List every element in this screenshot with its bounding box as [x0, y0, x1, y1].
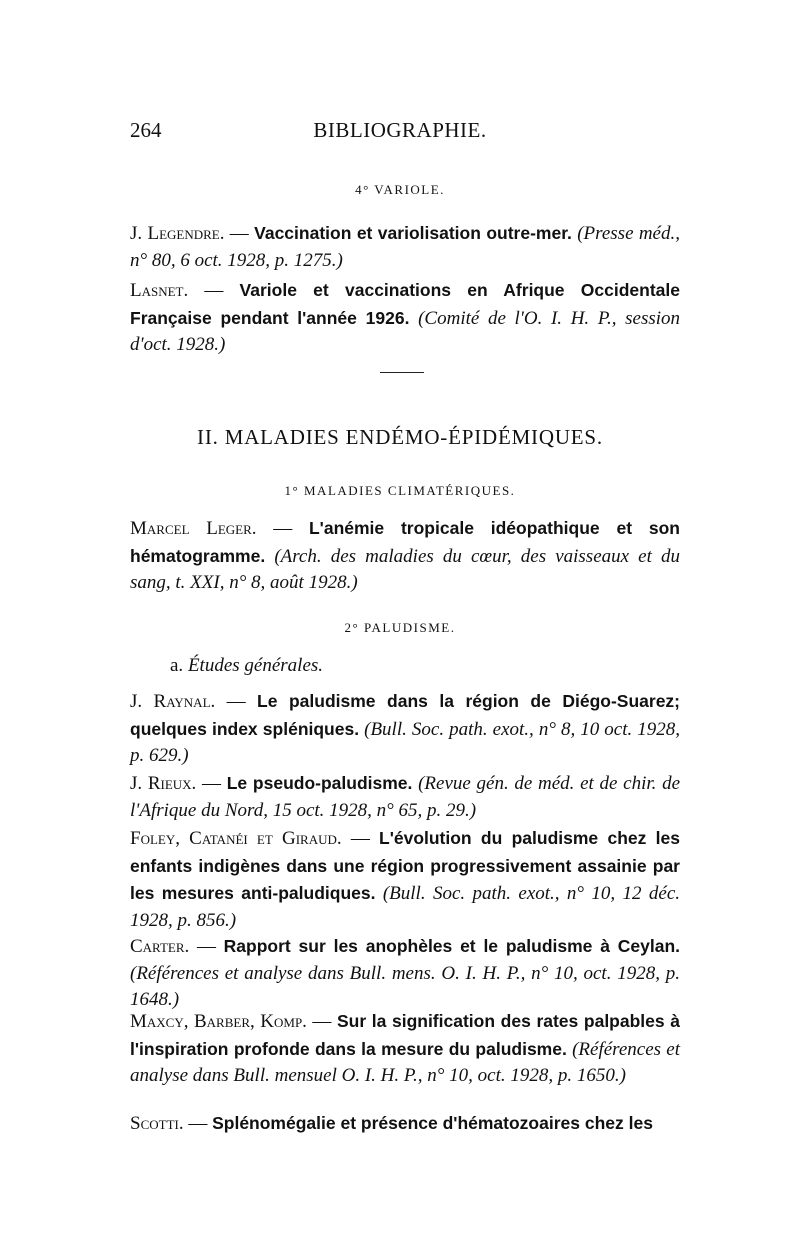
entry-author: Marcel Leger.	[130, 518, 257, 539]
bib-entry: Scotti. — Splénomégalie et présence d'hématozoaires chez les	[130, 1113, 653, 1134]
entry-author: J. Rieux.	[130, 773, 197, 794]
entry-author: Maxcy, Barber, Komp.	[130, 1011, 307, 1032]
entry-author: Lasnet.	[130, 280, 189, 301]
bib-entry: Maxcy, Barber, Komp. — Sur la signification des rates palpables à l'inspiration profonde dans la mesure du paludisme. (Références et analyse dans Bull. mensuel O. I. H. P., n° 10, oct. 1928, p. 1650.)	[130, 1011, 680, 1086]
entry-source: (Presse méd., n° 80, 6 oct. 1928, p. 1275.)	[130, 223, 680, 271]
running-title: BIBLIOGRAPHIE.	[313, 118, 487, 142]
entry-author: J. Raynal.	[130, 691, 216, 712]
section-divider	[380, 372, 424, 373]
entry-author: J. Legendre.	[130, 223, 225, 244]
section-heading-variole: 4° VARIOLE.	[355, 182, 445, 197]
entry-title: Variole et vaccinations en Afrique Occidentale Française pendant l'année 1926.	[130, 280, 680, 328]
bib-entry: J. Rieux. — Le pseudo-paludisme. (Revue gén. de méd. et de chir. de l'Afrique du Nord, 15 oct. 1928, n° 65, p. 29.)	[130, 773, 681, 821]
entry-title: Splénomégalie et présence d'hématozoaires chez les	[212, 1113, 653, 1133]
entry-title: Le pseudo-paludisme.	[226, 773, 413, 793]
entry-source: (Comité de l'O. I. H. P., session d'oct. 1928.)	[130, 307, 681, 355]
bib-entry: J. Raynal. — Le paludisme dans la région de Diégo-Suarez; quelques index spléniques. (Bull. Soc. path. exot., n° 8, 10 oct. 1928, p. 629.)	[130, 691, 681, 766]
entry-author: Scotti.	[130, 1113, 184, 1134]
entry-source: (Bull. Soc. path. exot., n° 8, 10 oct. 1928, p. 629.)	[130, 718, 680, 766]
page-number: 264	[130, 118, 162, 142]
entry-source: (Revue gén. de méd. et de chir. de l'Afrique du Nord, 15 oct. 1928, n° 65, p. 29.)	[130, 773, 681, 821]
subsection-text: Études générales.	[187, 655, 324, 676]
entry-source: (Références et analyse dans Bull. mensuel O. I. H. P., n° 10, oct. 1928, p. 1650.)	[130, 1038, 680, 1086]
entry-source: (Arch. des maladies du cœur, des vaisseaux et du sang, t. XXI, n° 8, août 1928.)	[130, 545, 681, 593]
subsection-heading	[170, 655, 323, 677]
entry-source: (Références et analyse dans Bull. mens. O. I. H. P., n° 10, oct. 1928, p. 1648.)	[130, 962, 680, 1010]
entry-title: Le paludisme dans la région de Diégo-Suarez; quelques index spléniques.	[130, 691, 681, 739]
section-heading-paludisme: 2° PALUDISME.	[344, 620, 456, 635]
bib-entry: Marcel Leger. — L'anémie tropicale idéopathique et son hématogramme. (Arch. des maladies du cœur, des vaisseaux et du sang, t. XXI, n° 8, août 1928.)	[130, 518, 681, 593]
bib-entry: Carter. — Rapport sur les anophèles et le paludisme à Ceylan. (Références et analyse dans Bull. mens. O. I. H. P., n° 10, oct. 1928, p. 1648.)	[130, 936, 680, 1010]
entry-title: L'anémie tropicale idéopathique et son hématogramme.	[130, 518, 680, 566]
bib-entry: J. Legendre. — Vaccination et variolisation outre-mer. (Presse méd., n° 80, 6 oct. 1928, p. 1275.)	[130, 223, 680, 271]
entry-author: Carter.	[130, 936, 190, 957]
entry-title: Sur la signification des rates palpables à l'inspiration profonde dans la mesure du paludisme.	[130, 1011, 680, 1059]
bib-entry: Lasnet. — Variole et vaccinations en Afrique Occidentale Française pendant l'année 1926. (Comité de l'O. I. H. P., session d'oct. 1928.)	[130, 280, 681, 355]
part-title: II. MALADIES ENDÉMO-ÉPIDÉMIQUES.	[197, 425, 603, 449]
entry-title: L'évolution du paludisme chez les enfants indigènes dans une région progressivement assainie par les mesures anti-paludiques.	[130, 828, 680, 903]
entry-source: (Bull. Soc. path. exot., n° 10, 12 déc. 1928, p. 856.)	[130, 883, 681, 931]
subsection-label: a.	[170, 655, 184, 676]
bib-entry: Foley, Catanéi et Giraud. — L'évolution du paludisme chez les enfants indigènes dans une région progressivement assainie par les mesures anti-paludiques. (Bull. Soc. path. exot., n° 10, 12 déc. 1928, p. 856.)	[130, 828, 681, 931]
entry-title: Rapport sur les anophèles et le paludisme à Ceylan.	[223, 936, 680, 956]
entry-author: Foley, Catanéi et Giraud.	[130, 828, 342, 849]
entry-title: Vaccination et variolisation outre-mer.	[254, 223, 572, 243]
section-heading-climat: 1° MALADIES CLIMATÉRIQUES.	[284, 483, 516, 498]
